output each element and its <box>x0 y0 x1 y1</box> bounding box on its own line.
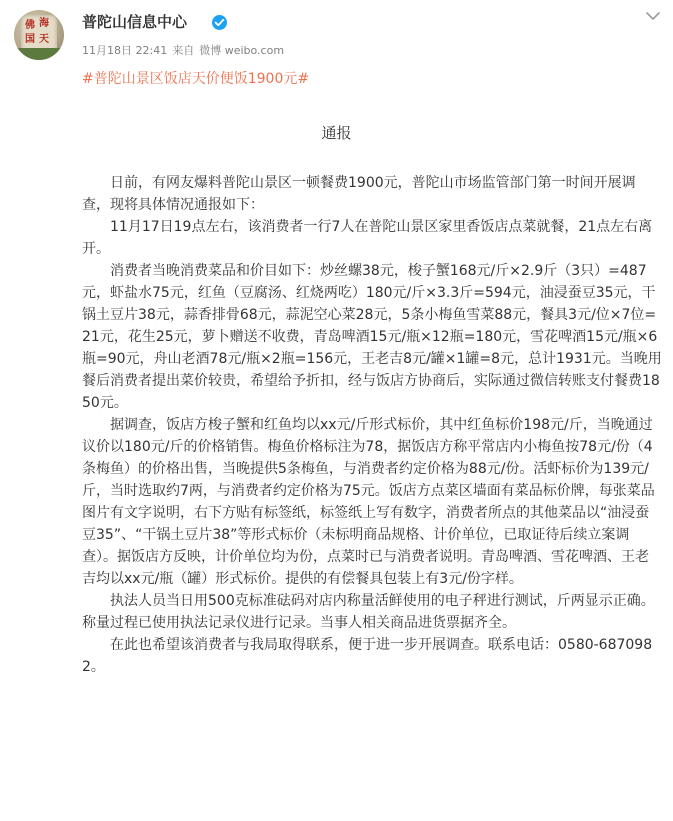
notice-paragraph: 在此也希望该消费者与我局取得联系，便于进一步开展调查。联系电话：0580-6870982。 <box>82 637 653 675</box>
chevron-down-icon[interactable] <box>645 10 661 22</box>
notice-paragraph: 日前，有网友爆料普陀山景区一顿餐费1900元，普陀山市场监管部门第一时间开展调查，现将具体情况通报如下： <box>82 175 636 213</box>
verified-badge-icon <box>212 15 227 30</box>
notice-paragraph: 11月17日19点左右，该消费者一行7人在普陀山景区家里香饭店点菜就餐，21点左右离开。 <box>82 219 653 257</box>
source-prefix: 来自 <box>172 44 195 57</box>
avatar-foliage <box>14 48 64 60</box>
user-name[interactable]: 普陀山信息中心 <box>82 13 188 31</box>
notice-paragraph: 消费者当晚消费菜品和价目如下：炒丝螺38元，梭子蟹168元/斤×2.9斤（3只）=487元，虾盐水75元，红鱼（豆腐汤、红烧两吃）180元/斤×3.3斤=594元，油浸蚕豆35元，干锅土豆片38元，蒜香排骨68元，蒜泥空心菜28元，5条小梅鱼雪菜88元，餐具3元/位×7位=21元，花生25元，萝卜赠送不收费，青岛啤酒15元/瓶×12瓶=180元，雪花啤酒15元/瓶×6瓶=90元，舟山老酒78元/瓶×2瓶=156元，王老吉8元/罐×1罐=8元，总计1931元。当晚用餐后消费者提出菜价较贵，希望给予折扣，经与饭店方协商后，实际通过微信转账支付餐费1850元。 <box>82 263 662 411</box>
notice-paragraph: 据调查，饭店方梭子蟹和红鱼均以xx元/斤形式标价，其中红鱼标价198元/斤，当晚通过议价以180元/斤的价格销售。梅鱼价格标注为78，据饭店方称平常店内小梅鱼按78元/份（4条梅鱼）的价格出售，当晚提供5条梅鱼，与消费者约定价格为88元/份。活虾标价为139元/斤，当时选取约7两，与消费者约定价格为75元。饭店方点菜区墙面有菜品标价牌，每张菜品图片有文字说明，右下方贴有标签纸，标签纸上写有数字，消费者所点的其他菜品以“油浸蚕豆35”、“干锅土豆片38”等形式标价（未标明商品规格、计价单位，已取证待后续立案调查）。据饭店方反映，计价单位均为份，点菜时已与消费者说明。青岛啤酒、雪花啤酒、王老吉均以xx元/瓶（罐）形式标价。提供的有偿餐具包装上有3元/份字样。 <box>82 417 655 587</box>
post-meta <box>82 44 289 58</box>
notice-title: 通报 <box>321 124 352 142</box>
topic-hashtag-link[interactable]: #普陀山景区饭店天价便饭1900元# <box>82 71 310 87</box>
avatar[interactable] <box>14 10 64 60</box>
notice-paragraph: 执法人员当日用500克标准砝码对店内称量活鲜使用的电子秤进行测试，斤两显示正确。称量过程已使用执法记录仪进行记录。当事人相关商品进货票据齐全。 <box>82 593 655 631</box>
notice-body <box>82 172 662 678</box>
post-timestamp[interactable]: 11月18日 22:41 <box>82 44 168 57</box>
post-source[interactable]: 微博 weibo.com <box>199 44 285 57</box>
avatar-stone-carving: 佛 海 国 天 <box>21 15 57 55</box>
